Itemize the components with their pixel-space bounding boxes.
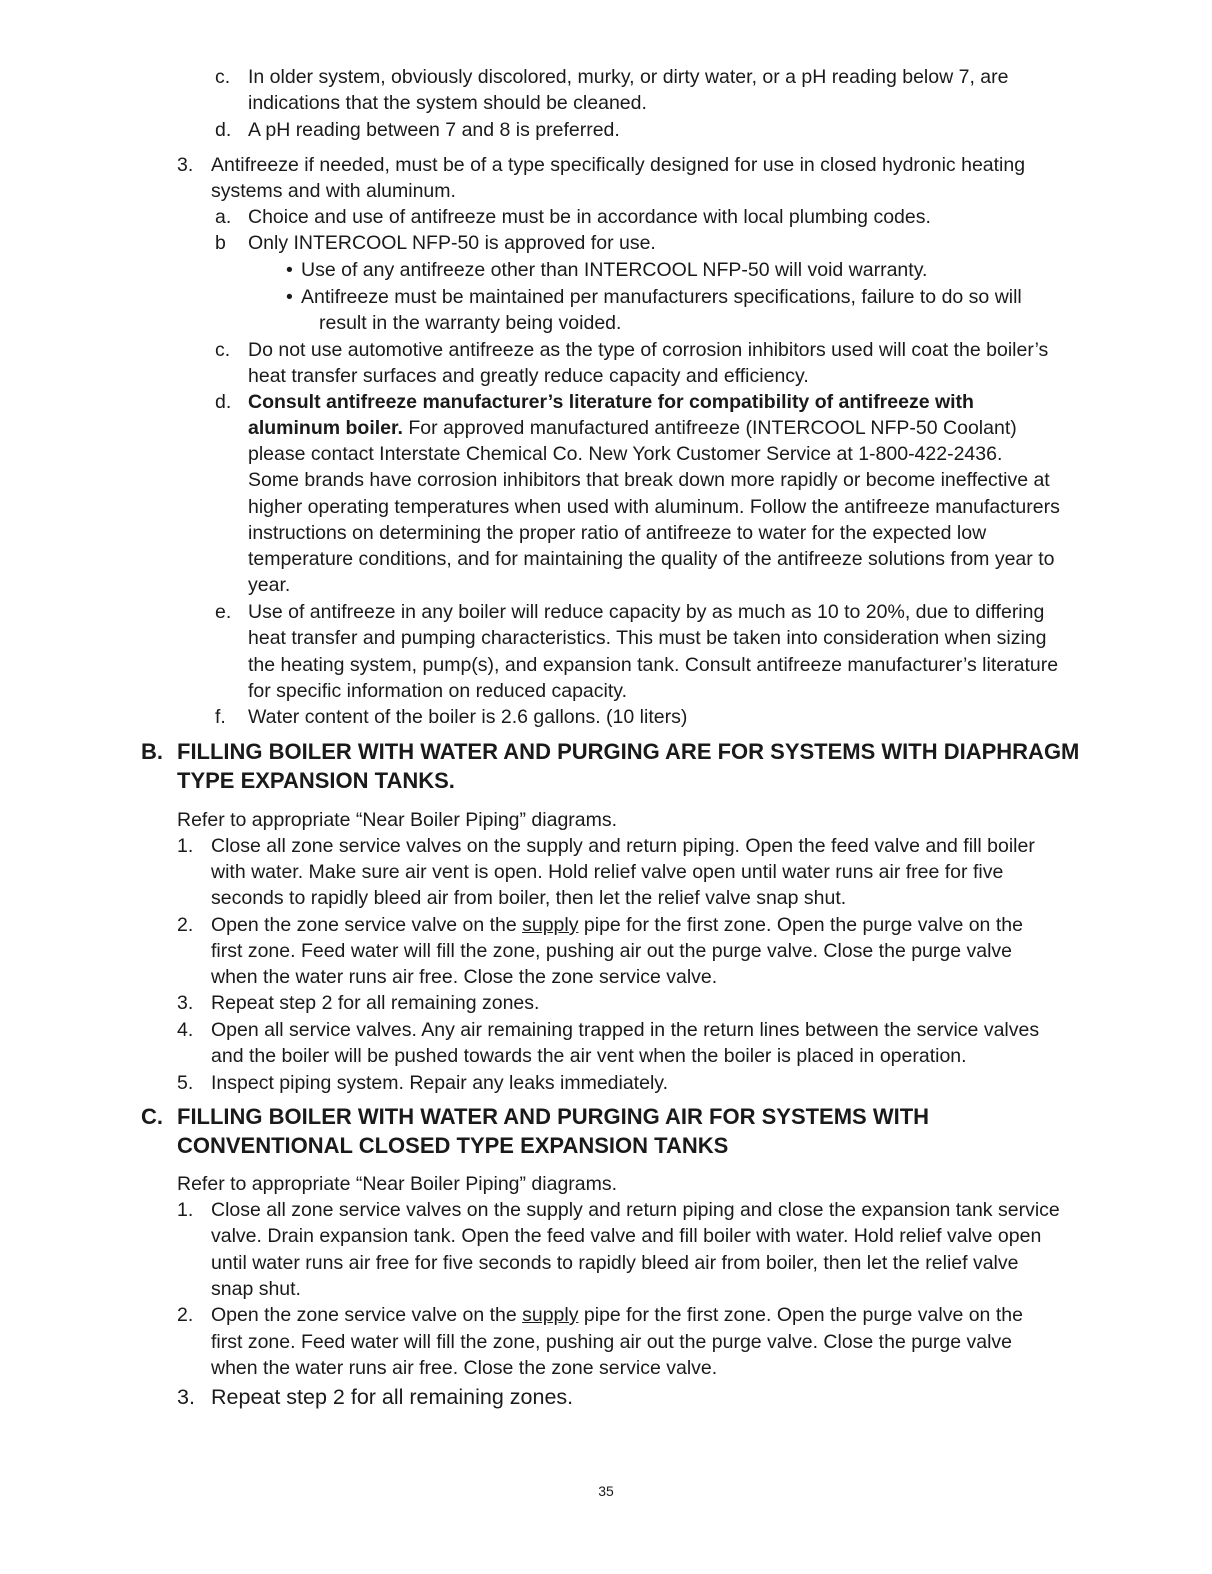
- text-line: indications that the system should be cleaned.: [248, 92, 647, 114]
- text-fragment: For approved manufactured antifreeze (INTERCOOL NFP-50 Coolant): [402, 417, 1017, 439]
- text-line: Close all zone service valves on the supply and return piping. Open the feed valve and fill boiler: [211, 835, 1035, 857]
- text-fragment: Open the zone service valve on the: [211, 914, 523, 936]
- text-fragment: pipe for the first zone. Open the purge valve on the: [578, 914, 1023, 936]
- text-line: [211, 1302, 1023, 1328]
- text-line: [248, 389, 974, 415]
- list-marker: 2.: [177, 1304, 194, 1326]
- section-marker: C.: [141, 1104, 163, 1129]
- list-marker: c.: [215, 339, 231, 361]
- list-marker: d.: [215, 391, 232, 413]
- text-line: Repeat step 2 for all remaining zones.: [211, 1385, 574, 1409]
- section-heading: FILLING BOILER WITH WATER AND PURGING AIR FOR SYSTEMS WITH: [177, 1104, 930, 1129]
- text-line: Use of antifreeze in any boiler will reduce capacity by as much as 10 to 20%, due to differing: [248, 601, 1045, 623]
- text-line: and the boiler will be pushed towards the air vent when the boiler is placed in operation.: [211, 1045, 967, 1067]
- text-fragment: pipe for the first zone. Open the purge valve on the: [578, 1304, 1023, 1326]
- text-line: Antifreeze must be maintained per manufacturers specifications, failure to do so will: [301, 286, 1022, 308]
- text-line: higher operating temperatures when used with aluminum. Follow the antifreeze manufacturers: [248, 496, 1060, 518]
- text-line: result in the warranty being voided.: [319, 312, 622, 334]
- text-line: heat transfer surfaces and greatly reduce capacity and efficiency.: [248, 365, 809, 387]
- list-marker: c.: [215, 66, 231, 88]
- text-line: seconds to rapidly bleed air from boiler, then let the relief valve snap shut.: [211, 887, 847, 909]
- text-line: In older system, obviously discolored, murky, or dirty water, or a pH reading below 7, are: [248, 66, 1009, 88]
- underlined-text: supply: [522, 1304, 579, 1326]
- text-line: Do not use automotive antifreeze as the type of corrosion inhibitors used will coat the boiler’s: [248, 339, 1049, 361]
- section-marker: B.: [141, 739, 163, 764]
- list-marker: 3.: [177, 154, 194, 176]
- list-marker: d.: [215, 119, 232, 141]
- text-line: when the water runs air free. Close the zone service valve.: [211, 1357, 718, 1379]
- list-marker: 5.: [177, 1072, 194, 1094]
- bold-text: Consult antifreeze manufacturer’s literature for compatibility of antifreeze with: [248, 391, 974, 413]
- list-marker: 1.: [177, 835, 194, 857]
- text-line: Close all zone service valves on the supply and return piping and close the expansion tank service: [211, 1199, 1060, 1221]
- list-marker: f.: [215, 706, 226, 728]
- page-number: 35: [598, 1483, 614, 1499]
- text-line: [211, 912, 1023, 938]
- list-marker: e.: [215, 601, 232, 623]
- list-marker: b: [215, 232, 226, 254]
- text-line: Water content of the boiler is 2.6 gallons. (10 liters): [248, 706, 688, 728]
- text-line: snap shut.: [211, 1278, 301, 1300]
- list-marker: 1.: [177, 1199, 194, 1221]
- text-line: first zone. Feed water will fill the zone, pushing air out the purge valve. Close the purge valve: [211, 940, 1013, 962]
- text-line: valve. Drain expansion tank. Open the feed valve and fill boiler with water. Hold relief valve open: [211, 1225, 1042, 1247]
- text-line: when the water runs air free. Close the zone service valve.: [211, 966, 718, 988]
- text-line: for specific information on reduced capacity.: [248, 680, 627, 702]
- text-line: the heating system, pump(s), and expansion tank. Consult antifreeze manufacturer’s literature: [248, 654, 1059, 676]
- text-line: Use of any antifreeze other than INTERCOOL NFP-50 will void warranty.: [301, 259, 928, 281]
- text-line: Inspect piping system. Repair any leaks immediately.: [211, 1072, 669, 1094]
- text-line: temperature conditions, and for maintaining the quality of the antifreeze solutions from year to: [248, 548, 1055, 570]
- text-line: Open all service valves. Any air remaining trapped in the return lines between the service valves: [211, 1019, 1040, 1041]
- bold-text: aluminum boiler.: [248, 417, 403, 439]
- text-line: heat transfer and pumping characteristics. This must be taken into consideration when sizing: [248, 627, 1047, 649]
- list-marker: 2.: [177, 914, 194, 936]
- text-line: A pH reading between 7 and 8 is preferred.: [248, 119, 620, 141]
- section-heading: CONVENTIONAL CLOSED TYPE EXPANSION TANKS: [177, 1133, 729, 1158]
- text-line: Only INTERCOOL NFP-50 is approved for use.: [248, 232, 656, 254]
- text-line: year.: [248, 574, 291, 596]
- text-line: Repeat step 2 for all remaining zones.: [211, 992, 540, 1014]
- text-line: instructions on determining the proper ratio of antifreeze to water for the expected low: [248, 522, 987, 544]
- section-heading: FILLING BOILER WITH WATER AND PURGING ARE FOR SYSTEMS WITH DIAPHRAGM: [177, 739, 1080, 764]
- text-line: with water. Make sure air vent is open. Hold relief valve open until water runs air free for five: [211, 861, 1004, 883]
- text-line: until water runs air free for five seconds to rapidly bleed air from boiler, then let the relief valve: [211, 1252, 1019, 1274]
- list-marker: 4.: [177, 1019, 194, 1041]
- text-line: [248, 415, 1017, 441]
- text-line: Choice and use of antifreeze must be in accordance with local plumbing codes.: [248, 206, 931, 228]
- underlined-text: supply: [522, 914, 579, 936]
- intro-text: Refer to appropriate “Near Boiler Piping” diagrams.: [177, 1173, 618, 1195]
- text-line: first zone. Feed water will fill the zone, pushing air out the purge valve. Close the purge valve: [211, 1331, 1013, 1353]
- section-heading: TYPE EXPANSION TANKS.: [177, 768, 455, 793]
- text-line: Some brands have corrosion inhibitors that break down more rapidly or become ineffective at: [248, 469, 1050, 491]
- intro-text: Refer to appropriate “Near Boiler Piping” diagrams.: [177, 809, 618, 831]
- bullet-icon: •: [286, 286, 293, 308]
- text-line: please contact Interstate Chemical Co. New York Customer Service at 1-800-422-2436.: [248, 443, 1003, 465]
- list-marker: 3.: [177, 992, 194, 1014]
- text-line: systems and with aluminum.: [211, 180, 456, 202]
- text-fragment: Open the zone service valve on the: [211, 1304, 523, 1326]
- list-marker: a.: [215, 206, 232, 228]
- text-line: Antifreeze if needed, must be of a type specifically designed for use in closed hydronic heating: [211, 154, 1026, 176]
- list-marker: 3.: [177, 1385, 195, 1409]
- bullet-icon: •: [286, 259, 293, 281]
